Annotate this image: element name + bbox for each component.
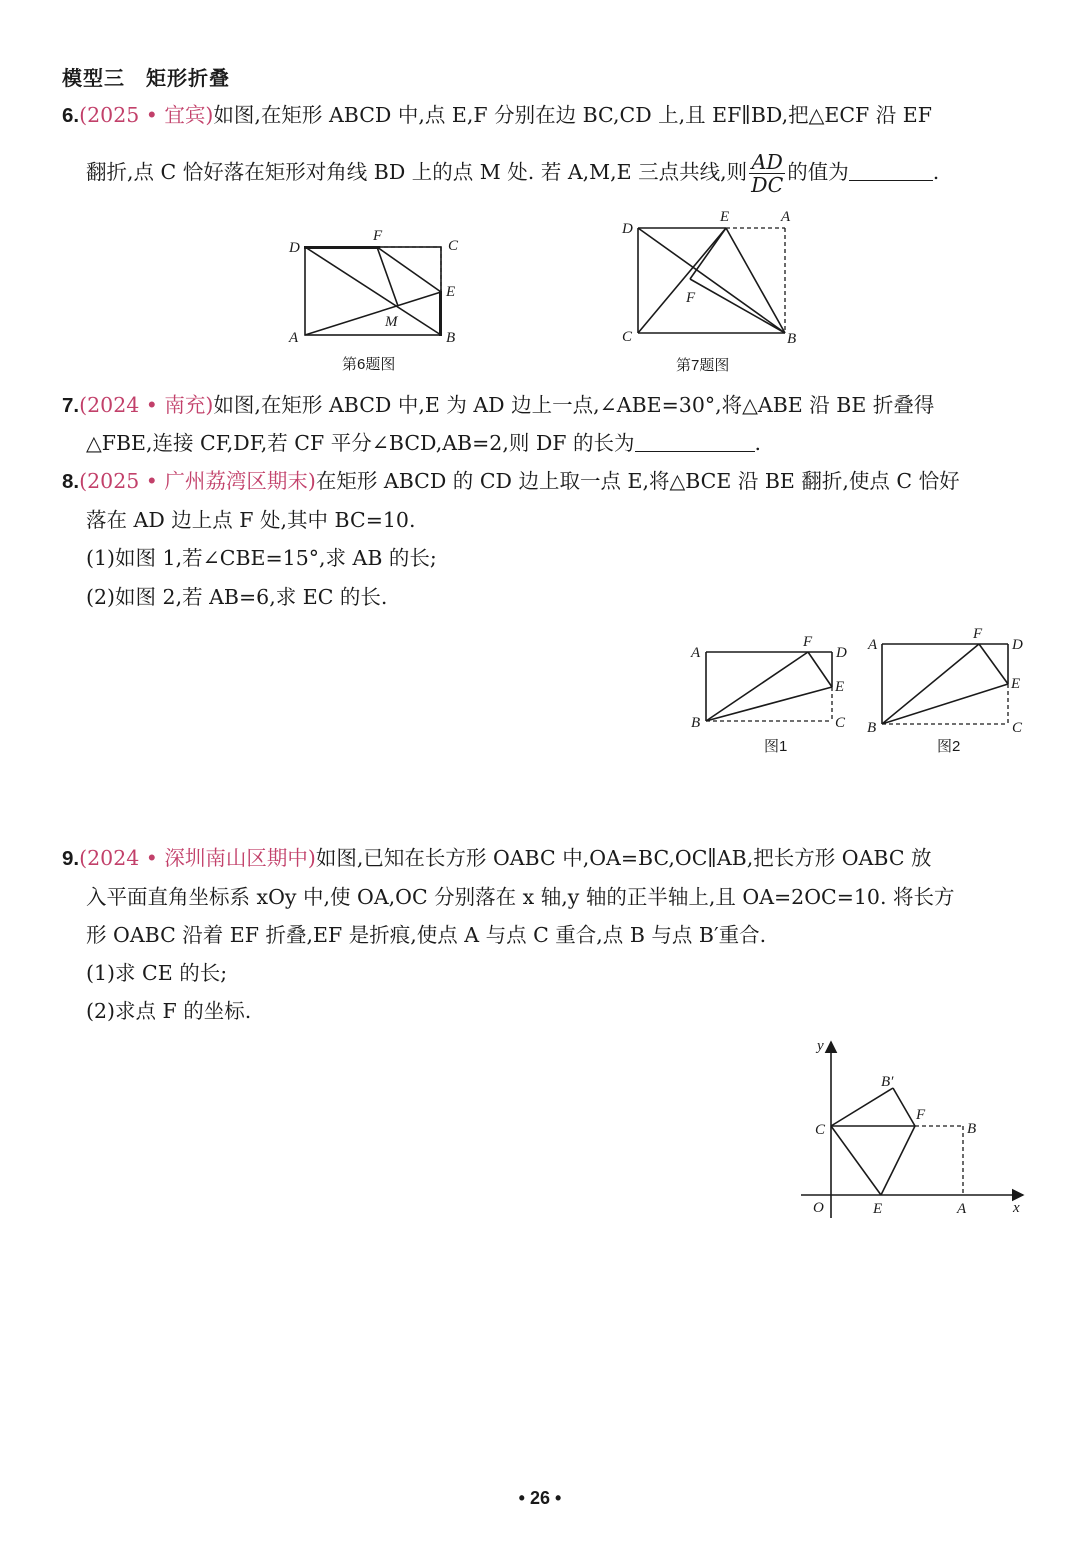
q7-text-line2: △FBE,连接 CF,DF,若 CF 平分∠BCD,AB=2,则 DF 的长为 [86, 431, 635, 455]
q9-source: (2024 • 深圳南山区期中) [79, 846, 316, 870]
fig2-label-d: D [1012, 637, 1023, 653]
fig1-line-be [706, 687, 832, 721]
figure-7 [610, 200, 810, 380]
q6-text-line2b: 的值为 [787, 160, 849, 184]
q8-sub1: (1)如图 1,若∠CBE=15°,求 AB 的长; [86, 546, 437, 570]
fig1-label-a: A [691, 645, 701, 661]
fig6-label-a: A [289, 330, 299, 346]
q8-sub2: (2)如图 2,若 AB=6,求 EC 的长. [86, 585, 388, 609]
fig7-caption: 第7题图 [676, 357, 730, 374]
fig7-line-eb [726, 228, 785, 333]
q6-text-line1: 如图,在矩形 ABCD 中,点 E,F 分别在边 BC,CD 上,且 EF∥BD,把△ECF 沿 EF [213, 103, 932, 127]
fig1-line-bf [706, 652, 808, 721]
q8-number: 8. [62, 470, 80, 493]
q7-line2 [86, 428, 761, 458]
q9-line1 [62, 843, 932, 874]
fig7-line-fb [690, 279, 785, 333]
fig6-label-c: C [448, 238, 459, 254]
q6-text-line2a: 翻折,点 C 恰好落在矩形对角线 BD 上的点 M 处. 若 A,M,E 三点共线,则 [86, 160, 748, 184]
q8-line1 [62, 466, 960, 497]
fig1-label-c: C [835, 715, 846, 731]
q9-label-x: x [1013, 1200, 1020, 1216]
fig6-line-fe [377, 247, 441, 292]
q6-line2 [86, 151, 939, 196]
fig6-line-fm [377, 247, 398, 306]
fig2-label-b: B [867, 720, 877, 736]
fig7-line-ef [690, 228, 726, 279]
q9-label-f: F [916, 1107, 926, 1123]
fig6-edge-eb [439, 291, 442, 336]
fig2-label-e: E [1011, 676, 1021, 692]
q9-sub2: (2)求点 F 的坐标. [86, 999, 252, 1023]
fig2-line-be [882, 684, 1008, 724]
fig6-label-f: F [373, 228, 383, 244]
q9-text-line1: 如图,已知在长方形 OABC 中,OA=BC,OC∥AB,把长方形 OABC 放 [315, 846, 932, 870]
q9-label-e: E [873, 1201, 883, 1217]
q9-line-cbp [831, 1088, 893, 1126]
fig2-label-a: A [868, 637, 878, 653]
q7-line2-end: . [754, 431, 762, 455]
fig6-line-ae [305, 292, 441, 335]
q8-figure-1 [686, 630, 856, 760]
q6-number: 6. [62, 104, 80, 127]
q6-frac-den: DC [751, 173, 784, 197]
fig6-edge-df [304, 246, 380, 249]
fig1-line-fe [808, 652, 832, 687]
q9-label-y: y [817, 1038, 824, 1054]
fig1-label-b: B [691, 715, 701, 731]
fig2-line-bf [882, 644, 979, 724]
q8-figure-2 [862, 624, 1042, 760]
fig6-caption: 第6题图 [342, 356, 396, 373]
q7-text-line1: 如图,在矩形 ABCD 中,E 为 AD 边上一点,∠ABE=30°,将△ABE 沿 BE 折叠得 [213, 393, 935, 417]
q7-line1 [62, 390, 934, 421]
fig6-diagonal-db [305, 247, 441, 335]
q9-line-bpf [893, 1088, 915, 1126]
q6-line2-end: . [932, 160, 940, 184]
figure-6 [280, 222, 480, 382]
fig7-label-c: C [622, 329, 633, 345]
q9-label-bprime: B′ [881, 1074, 894, 1090]
fig2-caption: 图2 [937, 738, 961, 755]
q9-line-ef [881, 1126, 915, 1195]
page-number: • 26 • [518, 1488, 562, 1508]
q7-answer-blank[interactable] [635, 431, 755, 452]
fig1-label-d: D [836, 645, 847, 661]
q9-sub1: (1)求 CE 的长; [86, 961, 228, 985]
q9-number: 9. [62, 847, 80, 870]
q7-source: (2024 • 南充) [79, 393, 214, 417]
q6-answer-blank[interactable] [849, 160, 933, 181]
fig7-label-a: A [781, 209, 791, 225]
fig7-label-b: B [787, 331, 797, 347]
fig6-label-e: E [446, 284, 456, 300]
fig6-label-d: D [289, 240, 300, 256]
section-title: 模型三 矩形折叠 [62, 66, 230, 90]
q6-frac-num: AD [749, 151, 785, 174]
q9-label-b: B [967, 1121, 977, 1137]
q9-line-ce [831, 1126, 881, 1195]
q6-source: (2025 • 宜宾) [79, 103, 214, 127]
q8-line2: 落在 AD 边上点 F 处,其中 BC=10. [86, 508, 416, 532]
q6-fraction [749, 151, 785, 196]
fig7-label-f: F [686, 290, 696, 306]
fig1-label-e: E [835, 679, 845, 695]
q9-label-c: C [815, 1122, 826, 1138]
q9-line3: 形 OABC 沿着 EF 折叠,EF 是折痕,使点 A 与点 C 重合,点 B 与点 B′重合. [86, 923, 767, 947]
fig1-label-f: F [803, 634, 813, 650]
q9-line2: 入平面直角坐标系 xOy 中,使 OA,OC 分别落在 x 轴,y 轴的正半轴上,且 OA=2OC=10. 将长方 [86, 885, 955, 909]
fig7-label-d: D [622, 221, 633, 237]
fig6-label-m: M [385, 314, 398, 330]
q6-line1 [62, 100, 932, 131]
fig2-label-c: C [1012, 720, 1023, 736]
q8-source: (2025 • 广州荔湾区期末) [79, 469, 316, 493]
q9-label-o: O [813, 1200, 824, 1216]
fig2-line-fe [979, 644, 1008, 684]
q9-figure [795, 1030, 1035, 1225]
fig6-label-b: B [446, 330, 456, 346]
q7-number: 7. [62, 394, 80, 417]
fig2-label-f: F [973, 626, 983, 642]
fig7-label-e: E [720, 209, 730, 225]
fig7-line-db [638, 228, 785, 333]
fig1-caption: 图1 [764, 738, 788, 755]
q8-text-line1: 在矩形 ABCD 的 CD 边上取一点 E,将△BCE 沿 BE 翻折,使点 C 恰好 [315, 469, 960, 493]
q9-label-a: A [957, 1201, 967, 1217]
